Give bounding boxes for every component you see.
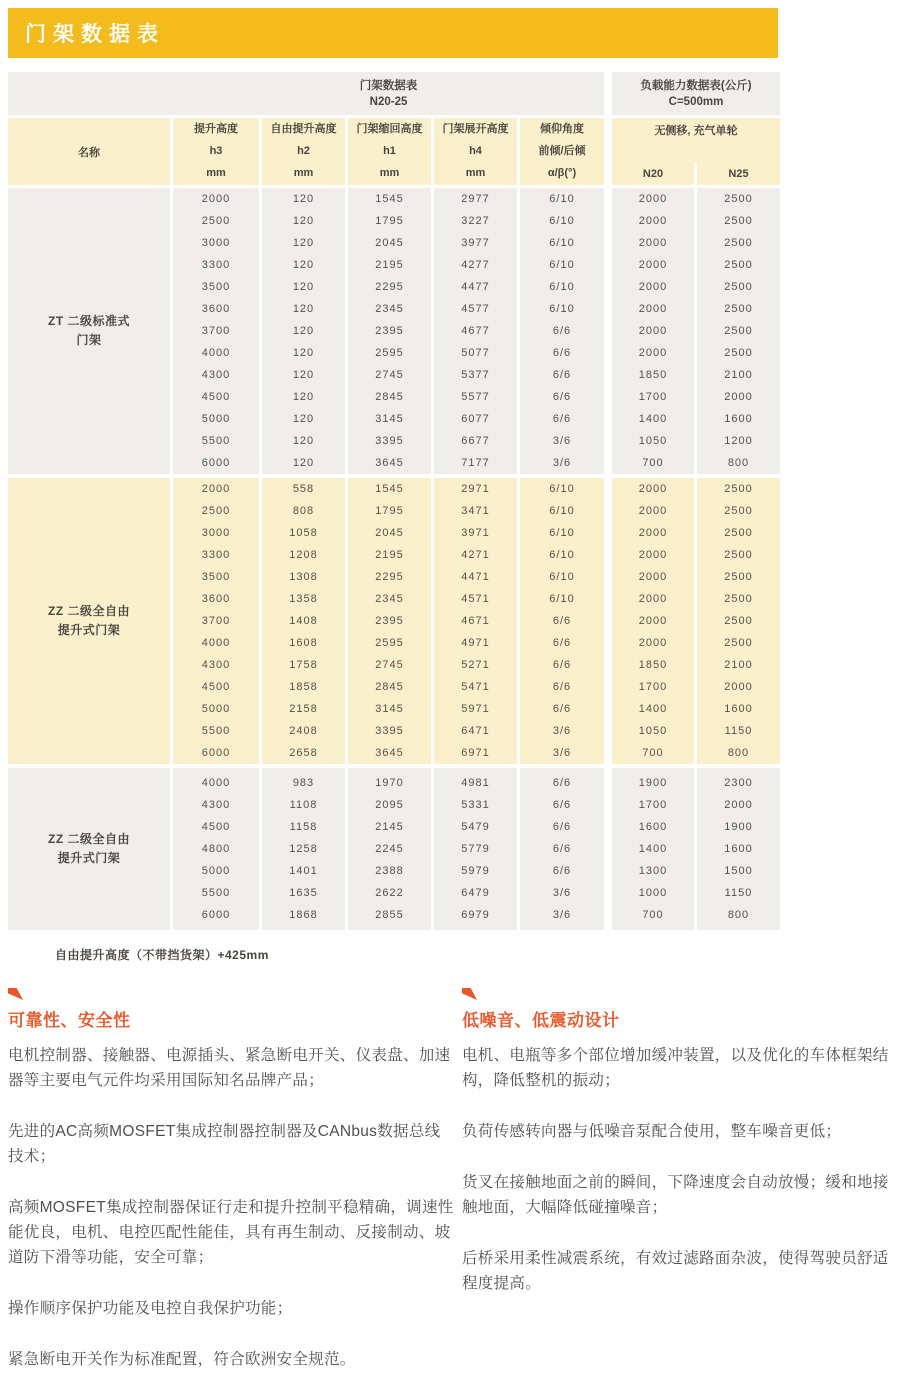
data-column-N20 xyxy=(612,188,694,474)
column-header-h4: 门架展开高度 h4 mm xyxy=(434,118,517,185)
data-cell: 1358 xyxy=(289,593,318,605)
data-cell: 3/6 xyxy=(552,457,572,469)
data-column-h4 xyxy=(434,478,517,764)
data-cell: 6000 xyxy=(201,457,231,469)
data-cell: 2971 xyxy=(461,483,490,495)
data-column-h3 xyxy=(173,768,259,930)
data-cell: 2000 xyxy=(638,571,668,583)
data-cell: 120 xyxy=(292,457,315,469)
data-cell: 6/10 xyxy=(549,193,575,205)
data-cell: 1400 xyxy=(638,843,668,855)
data-column-h4 xyxy=(434,768,517,930)
data-cell: 1500 xyxy=(724,865,753,877)
column-header-load xyxy=(612,118,780,185)
data-cell: 1850 xyxy=(638,659,668,671)
data-cell: 6077 xyxy=(461,413,490,425)
column-header-h1: 门架缩回高度 h1 mm xyxy=(348,118,431,185)
data-cell: 6/10 xyxy=(549,281,575,293)
data-cell: 2500 xyxy=(201,505,231,517)
data-cell: 6677 xyxy=(461,435,490,447)
column-header-h2: 自由提升高度 h2 mm xyxy=(262,118,345,185)
data-cell: 5077 xyxy=(461,347,490,359)
load-table-title: 负载能力数据表(公斤) C=500mm xyxy=(612,72,780,115)
data-column-h1 xyxy=(348,188,431,474)
data-cell: 120 xyxy=(292,347,315,359)
data-cell: 2000 xyxy=(638,193,668,205)
data-cell: 1700 xyxy=(638,681,668,693)
data-cell: 2345 xyxy=(375,593,404,605)
data-cell: 2845 xyxy=(375,681,404,693)
table-header-group-row xyxy=(8,72,780,115)
data-cell: 6/6 xyxy=(552,843,572,855)
data-cell: 4000 xyxy=(201,347,231,359)
name-column-spacer xyxy=(8,72,173,115)
data-cell: 2000 xyxy=(724,681,753,693)
data-cell: 5271 xyxy=(461,659,490,671)
data-cell: 1858 xyxy=(289,681,318,693)
data-cell: 5000 xyxy=(201,413,231,425)
data-column-angle xyxy=(520,188,604,474)
data-column-N25 xyxy=(697,188,780,474)
data-cell: 120 xyxy=(292,303,315,315)
data-cell: 2000 xyxy=(638,615,668,627)
data-cell: 2500 xyxy=(724,347,753,359)
data-cell: 7177 xyxy=(461,457,490,469)
data-cell: 1545 xyxy=(375,483,404,495)
group-label: ZZ 二级全自由 提升式门架 xyxy=(8,768,170,930)
data-cell: 800 xyxy=(727,747,750,759)
data-cell: 120 xyxy=(292,237,315,249)
data-column-h1 xyxy=(348,768,431,930)
data-column-h2 xyxy=(262,188,345,474)
section-paragraph: 后桥采用柔性减震系统，有效过滤路面杂波，使得驾驶员舒适程度提高。 xyxy=(462,1250,889,1292)
data-cell: 3700 xyxy=(201,615,231,627)
data-cell: 2658 xyxy=(289,747,318,759)
data-cell: 2000 xyxy=(201,483,231,495)
data-column-N25 xyxy=(697,478,780,764)
data-cell: 120 xyxy=(292,435,315,447)
group-label: ZZ 二级全自由 提升式门架 xyxy=(8,478,170,764)
data-cell: 6/6 xyxy=(552,347,572,359)
data-cell: 3971 xyxy=(461,527,490,539)
data-cell: 2000 xyxy=(638,215,668,227)
data-cell: 6/10 xyxy=(549,593,575,605)
data-cell: 4300 xyxy=(201,369,231,381)
data-cell: 3500 xyxy=(201,571,231,583)
mast-table-title: 门架数据表 N20-25 xyxy=(359,80,418,108)
data-cell: 3395 xyxy=(375,435,404,447)
data-cell: 1108 xyxy=(289,799,318,811)
section-paragraph: 先进的AC高频MOSFET集成控制器控制器及CANbus数据总线技术； xyxy=(8,1123,441,1165)
data-cell: 2000 xyxy=(724,391,753,403)
spec-column-headers xyxy=(173,118,604,185)
load-subtitle: 无侧移, 充气单轮 xyxy=(612,118,780,163)
data-cell: 2000 xyxy=(638,637,668,649)
section-low-noise-vibration xyxy=(462,988,894,1398)
data-cell: 5479 xyxy=(461,821,490,833)
data-cell: 2000 xyxy=(724,799,753,811)
data-cell: 2745 xyxy=(375,369,404,381)
data-cell: 6/6 xyxy=(552,799,572,811)
data-cell: 2500 xyxy=(724,527,753,539)
mast-header-block xyxy=(8,72,604,115)
data-cell: 1258 xyxy=(289,843,318,855)
data-cell: 6/10 xyxy=(549,505,575,517)
data-cell: 3645 xyxy=(375,747,404,759)
section-paragraph: 货叉在接触地面之前的瞬间，下降速度会自动放慢；缓和地接触地面，大幅降低碰撞噪音； xyxy=(462,1174,889,1216)
data-cell: 800 xyxy=(727,909,750,921)
data-cell: 3600 xyxy=(201,303,231,315)
data-cell: 6/10 xyxy=(549,549,575,561)
data-cell: 2295 xyxy=(375,281,404,293)
data-cell: 4577 xyxy=(461,303,490,315)
data-cell: 2000 xyxy=(638,483,668,495)
data-column-N20 xyxy=(612,478,694,764)
data-cell: 4000 xyxy=(201,777,231,789)
data-cell: 6000 xyxy=(201,747,231,759)
data-cell: 2500 xyxy=(724,549,753,561)
data-cell: 3227 xyxy=(461,215,490,227)
data-cell: 1200 xyxy=(724,435,753,447)
data-cell: 800 xyxy=(727,457,750,469)
data-cell: 5000 xyxy=(201,865,231,877)
data-cell: 5331 xyxy=(461,799,490,811)
data-cell: 6479 xyxy=(461,887,490,899)
data-cell: 120 xyxy=(292,281,315,293)
data-cell: 2045 xyxy=(375,527,404,539)
data-cell: 6/10 xyxy=(549,303,575,315)
data-cell: 2500 xyxy=(724,637,753,649)
section-marker-icon xyxy=(462,988,477,1000)
data-cell: 4971 xyxy=(461,637,490,649)
data-cell: 4271 xyxy=(461,549,490,561)
section-paragraph: 电机控制器、接触器、电源插头、紧急断电开关、仪表盘、加速器等主要电气元件均采用国际知名品牌产品； xyxy=(8,1047,451,1089)
data-cell: 2100 xyxy=(724,369,753,381)
data-cell: 1608 xyxy=(289,637,318,649)
data-cell: 6/6 xyxy=(552,413,572,425)
data-cell: 3395 xyxy=(375,725,404,737)
data-cell: 4000 xyxy=(201,637,231,649)
data-cell: 1700 xyxy=(638,391,668,403)
data-cell: 3645 xyxy=(375,457,404,469)
data-cell: 1050 xyxy=(638,435,668,447)
data-cell: 1600 xyxy=(724,703,753,715)
data-cell: 3300 xyxy=(201,259,231,271)
data-cell: 5000 xyxy=(201,703,231,715)
data-cell: 5500 xyxy=(201,887,231,899)
data-cell: 2000 xyxy=(638,593,668,605)
data-cell: 6/6 xyxy=(552,615,572,627)
data-cell: 2000 xyxy=(638,325,668,337)
data-cell: 3/6 xyxy=(552,725,572,737)
section-paragraph: 操作顺序保护功能及电控自我保护功能； xyxy=(8,1300,293,1317)
data-cell: 4477 xyxy=(461,281,490,293)
data-cell: 5979 xyxy=(461,865,490,877)
data-cell: 2000 xyxy=(201,193,231,205)
data-cell: 3700 xyxy=(201,325,231,337)
data-cell: 700 xyxy=(642,457,664,469)
data-cell: 1150 xyxy=(724,725,753,737)
data-cell: 6/6 xyxy=(552,369,572,381)
data-column-h1 xyxy=(348,478,431,764)
data-cell: 5779 xyxy=(461,843,490,855)
data-cell: 2000 xyxy=(638,237,668,249)
data-column-h3 xyxy=(173,478,259,764)
data-cell: 5500 xyxy=(201,725,231,737)
data-cell: 1850 xyxy=(638,369,668,381)
data-cell: 1000 xyxy=(638,887,668,899)
section-marker-icon xyxy=(8,988,23,1000)
section-paragraph: 紧急断电开关作为标准配置，符合欧洲安全规范。 xyxy=(8,1351,356,1368)
data-column-h4 xyxy=(434,188,517,474)
data-column-h3 xyxy=(173,188,259,474)
data-cell: 6/6 xyxy=(552,391,572,403)
data-cell: 3600 xyxy=(201,593,231,605)
data-cell: 2500 xyxy=(724,193,753,205)
data-cell: 2000 xyxy=(638,549,668,561)
data-cell: 1308 xyxy=(289,571,318,583)
data-cell: 4800 xyxy=(201,843,231,855)
data-cell: 6/10 xyxy=(549,571,575,583)
column-header-name: 名称 xyxy=(8,118,170,185)
data-cell: 1970 xyxy=(375,777,404,789)
data-cell: 6/6 xyxy=(552,637,572,649)
table-group-3 xyxy=(8,768,780,930)
data-cell: 120 xyxy=(292,369,315,381)
data-cell: 6/6 xyxy=(552,777,572,789)
data-column-N25 xyxy=(697,768,780,930)
data-cell: 4471 xyxy=(461,571,490,583)
table-body xyxy=(8,188,780,930)
data-cell: 2745 xyxy=(375,659,404,671)
data-cell: 6/6 xyxy=(552,821,572,833)
data-cell: 2195 xyxy=(375,549,404,561)
data-cell: 2500 xyxy=(724,483,753,495)
data-cell: 3/6 xyxy=(552,909,572,921)
data-cell: 2000 xyxy=(638,281,668,293)
section-paragraph: 电机、电瓶等多个部位增加缓冲装置，以及优化的车体框架结构，降低整机的振动； xyxy=(462,1047,889,1089)
data-cell: 2395 xyxy=(375,615,404,627)
data-cell: 1700 xyxy=(638,799,668,811)
data-cell: 1058 xyxy=(289,527,318,539)
data-cell: 1600 xyxy=(638,821,668,833)
data-cell: 558 xyxy=(292,483,315,495)
data-cell: 1158 xyxy=(289,821,318,833)
data-cell: 6/6 xyxy=(552,325,572,337)
data-cell: 6/6 xyxy=(552,703,572,715)
data-cell: 2500 xyxy=(724,259,753,271)
column-header-前倾/后倾: 倾仰角度 前倾/后倾 α/β(°) xyxy=(520,118,604,185)
data-cell: 6/6 xyxy=(552,659,572,671)
data-cell: 120 xyxy=(292,413,315,425)
data-cell: 6471 xyxy=(461,725,490,737)
data-cell: 120 xyxy=(292,215,315,227)
data-cell: 1400 xyxy=(638,703,668,715)
data-cell: 2295 xyxy=(375,571,404,583)
data-cell: 6979 xyxy=(461,909,490,921)
data-cell: 3000 xyxy=(201,527,231,539)
data-cell: 120 xyxy=(292,391,315,403)
data-cell: 2000 xyxy=(638,347,668,359)
data-cell: 6/6 xyxy=(552,865,572,877)
data-cell: 6/10 xyxy=(549,527,575,539)
data-cell: 2195 xyxy=(375,259,404,271)
data-cell: 2595 xyxy=(375,347,404,359)
data-cell: 120 xyxy=(292,193,315,205)
data-cell: 120 xyxy=(292,325,315,337)
data-cell: 2977 xyxy=(461,193,490,205)
data-cell: 2000 xyxy=(638,527,668,539)
data-cell: 2300 xyxy=(724,777,753,789)
data-cell: 4500 xyxy=(201,681,231,693)
data-cell: 5971 xyxy=(461,703,490,715)
data-cell: 3/6 xyxy=(552,435,572,447)
section-paragraph: 负荷传感转向器与低噪音泵配合使用，整车噪音更低； xyxy=(462,1123,842,1140)
data-cell: 1795 xyxy=(375,215,404,227)
data-cell: 3145 xyxy=(375,413,404,425)
data-cell: 2500 xyxy=(724,615,753,627)
column-header-n25: N25 xyxy=(697,163,780,185)
data-cell: 5500 xyxy=(201,435,231,447)
data-cell: 5471 xyxy=(461,681,490,693)
data-cell: 3471 xyxy=(461,505,490,517)
data-cell: 1150 xyxy=(724,887,753,899)
data-column-h2 xyxy=(262,768,345,930)
data-cell: 4300 xyxy=(201,659,231,671)
data-cell: 4500 xyxy=(201,821,231,833)
data-cell: 1300 xyxy=(638,865,668,877)
data-cell: 4671 xyxy=(461,615,490,627)
column-header-n20: N20 xyxy=(612,163,694,185)
data-cell: 2000 xyxy=(638,259,668,271)
data-cell: 2345 xyxy=(375,303,404,315)
data-cell: 2500 xyxy=(724,505,753,517)
data-cell: 2095 xyxy=(375,799,404,811)
data-cell: 4277 xyxy=(461,259,490,271)
data-cell: 6971 xyxy=(461,747,490,759)
table-group-2 xyxy=(8,478,780,764)
data-cell: 700 xyxy=(642,747,664,759)
data-column-h2 xyxy=(262,478,345,764)
data-cell: 2500 xyxy=(201,215,231,227)
data-cell: 4300 xyxy=(201,799,231,811)
data-cell: 2500 xyxy=(724,281,753,293)
data-cell: 1758 xyxy=(289,659,318,671)
footnote: 自由提升高度（不带挡货架）+425mm xyxy=(55,948,269,962)
data-cell: 1868 xyxy=(289,909,318,921)
data-cell: 4571 xyxy=(461,593,490,605)
mast-data-table xyxy=(8,72,780,930)
data-cell: 2845 xyxy=(375,391,404,403)
data-cell: 4500 xyxy=(201,391,231,403)
data-cell: 3/6 xyxy=(552,887,572,899)
data-cell: 3145 xyxy=(375,703,404,715)
data-cell: 2500 xyxy=(724,593,753,605)
data-cell: 6000 xyxy=(201,909,231,921)
data-cell: 2000 xyxy=(638,505,668,517)
data-cell: 1545 xyxy=(375,193,404,205)
data-cell: 2145 xyxy=(375,821,404,833)
page-title-bar xyxy=(8,8,778,58)
data-cell: 1400 xyxy=(638,413,668,425)
data-cell: 2100 xyxy=(724,659,753,671)
data-cell: 120 xyxy=(292,259,315,271)
data-cell: 1208 xyxy=(289,549,318,561)
data-cell: 1408 xyxy=(289,615,318,627)
data-cell: 2622 xyxy=(375,887,404,899)
data-cell: 2408 xyxy=(289,725,318,737)
data-cell: 983 xyxy=(292,777,315,789)
data-cell: 1900 xyxy=(638,777,668,789)
data-column-angle xyxy=(520,768,604,930)
data-cell: 6/10 xyxy=(549,259,575,271)
column-header-h3: 提升高度 h3 mm xyxy=(173,118,259,185)
data-cell: 2000 xyxy=(638,303,668,315)
data-cell: 2500 xyxy=(724,325,753,337)
data-cell: 2395 xyxy=(375,325,404,337)
data-cell: 2158 xyxy=(289,703,318,715)
section-reliability-safety xyxy=(8,988,456,1398)
data-cell: 5377 xyxy=(461,369,490,381)
data-cell: 2595 xyxy=(375,637,404,649)
data-cell: 2500 xyxy=(724,215,753,227)
data-cell: 1795 xyxy=(375,505,404,517)
data-cell: 6/10 xyxy=(549,483,575,495)
data-cell: 2500 xyxy=(724,237,753,249)
group-label: ZT 二级标准式 门架 xyxy=(8,188,170,474)
data-cell: 1050 xyxy=(638,725,668,737)
data-cell: 4981 xyxy=(461,777,490,789)
data-cell: 1635 xyxy=(289,887,318,899)
data-cell: 6/10 xyxy=(549,215,575,227)
data-cell: 2500 xyxy=(724,303,753,315)
data-cell: 2045 xyxy=(375,237,404,249)
feature-sections xyxy=(8,988,894,1398)
data-cell: 5577 xyxy=(461,391,490,403)
table-group-1 xyxy=(8,188,780,474)
data-cell: 1900 xyxy=(724,821,753,833)
data-cell: 3977 xyxy=(461,237,490,249)
data-cell: 808 xyxy=(292,505,315,517)
data-cell: 700 xyxy=(642,909,664,921)
data-cell: 2500 xyxy=(724,571,753,583)
data-cell: 3/6 xyxy=(552,747,572,759)
data-cell: 3000 xyxy=(201,237,231,249)
section-heading: 低噪音、低震动设计 xyxy=(462,1011,620,1030)
data-cell: 6/10 xyxy=(549,237,575,249)
data-cell: 2855 xyxy=(375,909,404,921)
data-cell: 3500 xyxy=(201,281,231,293)
data-column-angle xyxy=(520,478,604,764)
data-cell: 2388 xyxy=(375,865,404,877)
page-title: 门架数据表 xyxy=(25,23,165,46)
data-cell: 1600 xyxy=(724,413,753,425)
data-cell: 6/6 xyxy=(552,681,572,693)
section-heading: 可靠性、安全性 xyxy=(8,1011,131,1030)
data-cell: 3300 xyxy=(201,549,231,561)
data-cell: 4677 xyxy=(461,325,490,337)
load-subcolumns xyxy=(612,163,780,185)
data-cell: 1600 xyxy=(724,843,753,855)
data-cell: 2245 xyxy=(375,843,404,855)
data-column-N20 xyxy=(612,768,694,930)
table-header-columns-row xyxy=(8,118,780,185)
section-paragraph: 高频MOSFET集成控制器保证行走和提升控制平稳精确，调速性能优良，电机、电控匹配性能佳，具有再生制动、反接制动、坡道防下滑等功能，安全可靠； xyxy=(8,1199,454,1266)
data-cell: 1401 xyxy=(289,865,318,877)
